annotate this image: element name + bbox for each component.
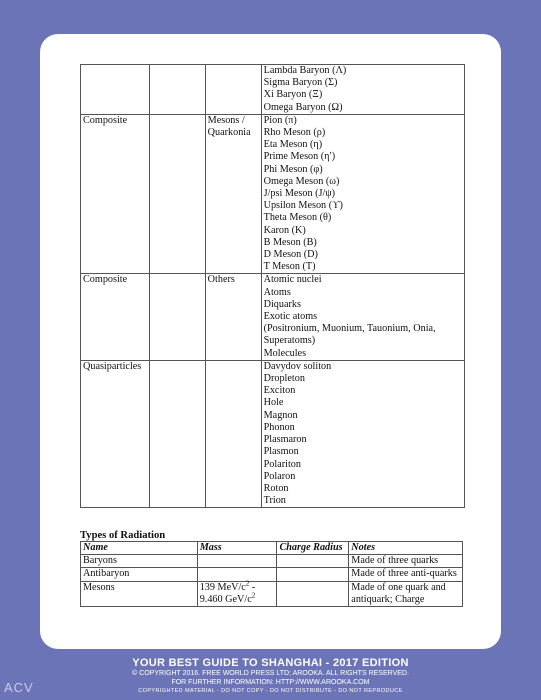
- subgroup-cell: Mesons / Quarkonia: [205, 114, 261, 274]
- list-item: Atoms: [263, 286, 291, 298]
- list-item: J/psi Meson (J/ψ): [263, 188, 336, 200]
- column-header-notes: Notes: [349, 542, 463, 555]
- section-title: Types of Radiation: [80, 530, 166, 541]
- mass-cell: [197, 555, 277, 568]
- exponent: 2: [251, 591, 256, 600]
- list-item: (Positronium, Muonium, Tauonium, Onia, Superatoms): [263, 323, 436, 347]
- list-item: Rho Meson (ρ): [263, 127, 326, 139]
- list-item: Plasmon: [263, 446, 299, 458]
- mass-value-high: - 9.460 GeV/c: [199, 581, 256, 605]
- list-item: Pion (π): [263, 114, 297, 126]
- list-item: Upsilon Meson (ϒ): [263, 200, 343, 212]
- list-item: Magnon: [263, 409, 298, 421]
- list-item: Karon (K): [263, 224, 306, 236]
- list-item: Dropleton: [263, 373, 305, 385]
- table-row: [81, 65, 465, 115]
- list-item: D Meson (D): [263, 249, 318, 261]
- footer-copyright: © COPYRIGHT 2016. FREE WORLD PRESS LTD; AROOKA. ALL RIGHTS RESERVED.: [132, 670, 409, 677]
- list-item: Phi Meson (φ): [263, 163, 323, 175]
- list-item: Molecules: [263, 347, 307, 359]
- table-row: [81, 360, 465, 507]
- group-cell: [149, 360, 205, 507]
- list-item: Phonon: [263, 421, 295, 433]
- name-cell: Mesons: [81, 581, 198, 606]
- list-item: Eta Meson (η): [263, 139, 323, 151]
- footer-info: FOR FURTHER INFORMATION: HTTP://WWW.AROOKA.COM: [171, 679, 370, 686]
- mass-cell: [197, 568, 277, 581]
- name-cell: Antibaryon: [81, 568, 198, 581]
- charge-cell: [277, 555, 349, 568]
- list-item: Polaron: [263, 470, 296, 482]
- table-row: [81, 581, 463, 606]
- charge-cell: [277, 568, 349, 581]
- list-item: Davydov soliton: [263, 360, 332, 372]
- list-item: Plasmaron: [263, 434, 307, 446]
- list-item: Xi Baryon (Ξ): [263, 89, 323, 101]
- group-cell: [149, 65, 205, 115]
- list-item: Diquarks: [263, 298, 301, 310]
- list-item: Exotic atoms: [263, 311, 318, 323]
- list-item: Prime Meson (η′): [263, 151, 336, 163]
- list-item: Omega Meson (ω): [263, 175, 340, 187]
- list-item: B Meson (B): [263, 236, 317, 248]
- subgroup-cell: [205, 65, 261, 115]
- subgroup-cell: Others: [205, 274, 261, 360]
- items-cell: [261, 360, 464, 507]
- watermark: ACV: [4, 680, 34, 695]
- table-header-row: [81, 542, 463, 555]
- footer-title: YOUR BEST GUIDE TO SHANGHAI - 2017 EDITION: [132, 657, 409, 669]
- category-cell: [81, 65, 150, 115]
- column-header-mass: Mass: [197, 542, 277, 555]
- radiation-table: [80, 541, 463, 607]
- name-cell: Baryons: [81, 555, 198, 568]
- notes-cell: Made of one quark and antiquark; Charge: [349, 581, 463, 606]
- notes-cell: Made of three anti-quarks: [349, 568, 463, 581]
- group-cell: [149, 274, 205, 360]
- column-header-charge: Charge Radius: [277, 542, 349, 555]
- list-item: Exciton: [263, 385, 296, 397]
- exponent: 2: [245, 579, 250, 588]
- items-cell: [261, 114, 464, 274]
- list-item: Theta Meson (θ): [263, 212, 332, 224]
- footer-notice: COPYRIGHTED MATERIAL - DO NOT COPY - DO NOT DISTRIBUTE - DO NOT REPRODUCE: [138, 688, 403, 694]
- category-cell: Composite: [81, 274, 150, 360]
- table-row: [81, 274, 465, 360]
- category-cell: Quasiparticles: [81, 360, 150, 507]
- list-item: Atomic nuclei: [263, 274, 322, 286]
- document-page: [40, 34, 501, 649]
- table-row: [81, 555, 463, 568]
- table-row: [81, 568, 463, 581]
- items-cell: [261, 65, 464, 115]
- column-header-name: Name: [81, 542, 198, 555]
- notes-cell: Made of three quarks: [349, 555, 463, 568]
- charge-cell: [277, 581, 349, 606]
- list-item: Omega Baryon (Ω): [263, 101, 343, 113]
- subgroup-cell: [205, 360, 261, 507]
- list-item: Lambda Baryon (Λ): [263, 65, 347, 76]
- mass-value-low: 139 MeV/c: [199, 581, 246, 593]
- list-item: T Meson (T): [263, 261, 316, 273]
- mass-cell: [197, 581, 277, 606]
- group-cell: [149, 114, 205, 274]
- particles-table: [80, 64, 465, 508]
- list-item: Hole: [263, 397, 284, 409]
- table-row: [81, 114, 465, 274]
- items-cell: [261, 274, 464, 360]
- category-cell: Composite: [81, 114, 150, 274]
- list-item: Trion: [263, 495, 286, 507]
- list-item: Roton: [263, 482, 289, 494]
- list-item: Polariton: [263, 458, 301, 470]
- list-item: Sigma Baryon (Σ): [263, 77, 338, 89]
